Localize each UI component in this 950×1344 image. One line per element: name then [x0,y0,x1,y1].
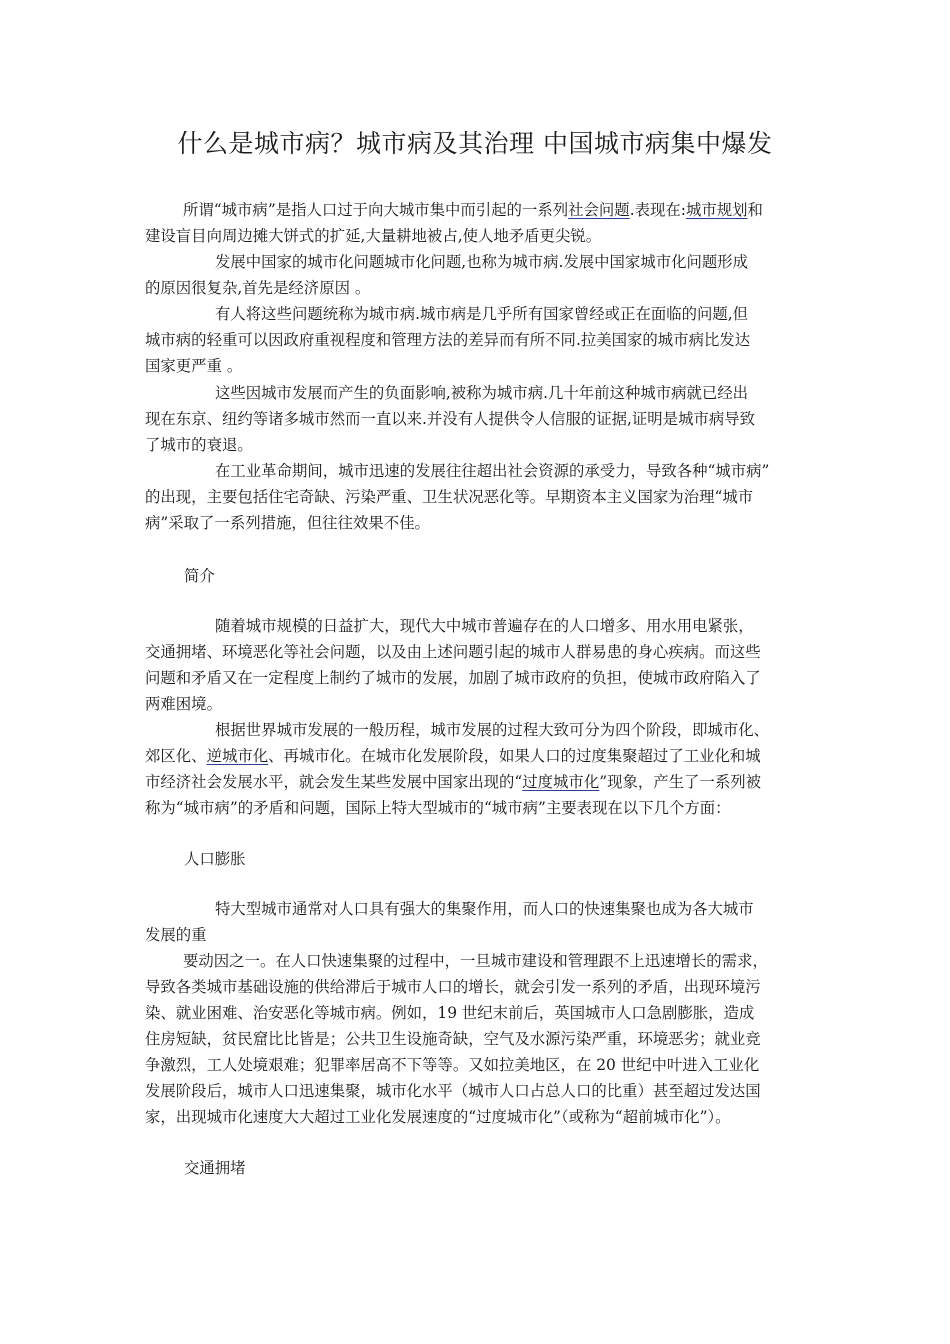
text-line: 两难困境。 [145,695,222,713]
text-line [145,769,811,795]
text-line: 根据世界城市发展的一般历程，城市发展的过程大致可分为四个阶段，即城市化、 [215,721,770,739]
text-line: 发展的重 [145,926,207,944]
text-line: 问题和矛盾又在一定程度上制约了城市的发展，加剧了城市政府的负担，使城市政府陷入了 [145,669,761,687]
text-line: 染、就业困难、治安恶化等城市病。例如，19 世纪末前后，英国城市人口急剧膨胀，造成 [145,1004,755,1022]
text-span: 市经济社会发展水平，就会发生某些发展中国家出现的“ [145,773,523,791]
text-span: 、再城市化。在城市化发展阶段，如果人口的过度集聚超过了工业化和城 [268,747,761,765]
text-line: 特大型城市通常对人口具有强大的集聚作用，而人口的快速集聚也成为各大城市 [215,900,754,918]
text-line: 在工业革命期间，城市迅速的发展往往超出社会资源的承受力，导致各种“城市病” [215,462,770,480]
text-line: 这些因城市发展而产生的负面影响,被称为城市病.几十年前这种城市病就已经出 [215,384,749,402]
paragraph-definition [145,197,811,249]
text-line: 家，出现城市化速度大大超过工业化发展速度的“过度城市化”（或称为“超前城市化”）。 [145,1108,731,1126]
text-line: 住房短缺，贫民窟比比皆是；公共卫生设施奇缺，空气及水源污染严重，环境恶劣；就业竞 [145,1030,761,1048]
section-heading-intro: 简介 [184,567,215,585]
text-line: 随着城市规模的日益扩大，现代大中城市普遍存在的人口增多、用水用电紧张， [215,617,754,635]
text-line: 建设盲目向周边摊大饼式的扩延,大量耕地被占,使人地矛盾更尖锐。 [145,227,602,245]
link-urban-planning[interactable]: 城市规划 [685,201,748,219]
paragraph-intro [145,613,811,717]
text-line: 发展中国家的城市化问题城市化问题,也称为城市病.发展中国家城市化问题形成 [215,253,749,271]
text-line [145,197,811,223]
text-line: 的出现，主要包括住宅奇缺、污染严重、卫生状况恶化等。早期资本主义国家为治理“城市 [145,488,754,506]
text-span: 和 [747,201,763,219]
text-line: 国家更严重 。 [145,357,243,375]
text-line: 病”采取了一系列措施，但往往效果不佳。 [145,514,430,532]
link-social-problems[interactable]: 社会问题 [568,201,630,219]
paragraph-negative-effects [145,380,811,458]
text-line: 交通拥堵、环境恶化等社会问题，以及由上述问题引起的城市人群易患的身心疾病。而这些 [145,643,761,661]
text-line: 发展阶段后，城市人口迅速集聚，城市化水平（城市人口占总人口的比重）甚至超过发达国 [145,1082,761,1100]
text-line: 现在东京、纽约等诸多城市然而一直以来.并没有人提供令人信服的证据,证明是城市病导致 [145,410,756,428]
text-span: 所谓“城市病”是指人口过于向大城市集中而引起的一系列 [183,201,569,219]
paragraph-developing-countries [145,249,811,301]
link-counter-urbanization[interactable]: 逆城市化 [206,747,269,765]
text-line: 争激烈，工人处境艰难；犯罪率居高不下等等。又如拉美地区，在 20 世纪中叶进入工业化 [145,1056,760,1074]
section-heading-traffic: 交通拥堵 [184,1159,246,1177]
paragraph-common-problem [145,301,811,379]
text-line: 城市病的轻重可以因政府重视程度和管理方法的差异而有所不同.拉美国家的城市病比发达 [145,331,751,349]
text-line: 称为“城市病”的矛盾和问题，国际上特大型城市的“城市病”主要表现在以下几个方面： [145,799,731,817]
paragraph-industrial-revolution [145,458,811,536]
text-span: 郊区化、 [145,747,207,765]
text-line: 的原因很复杂,首先是经济原因 。 [145,279,371,297]
paragraph-population-b [145,948,811,1130]
text-span: ”现象，产生了一系列被 [599,773,761,791]
paragraph-stages [145,717,811,821]
text-span: .表现在: [629,201,686,219]
document-title: 什么是城市病？城市病及其治理 中国城市病集中爆发 [177,129,773,158]
text-line: 导致各类城市基础设施的供给滞后于城市人口的增长，就会引发一系列的矛盾，出现环境污 [145,978,761,996]
text-line: 有人将这些问题统称为城市病.城市病是几乎所有国家曾经或正在面临的问题,但 [215,305,749,323]
text-line [145,743,811,769]
section-heading-population: 人口膨胀 [184,850,246,868]
text-line: 了城市的衰退。 [145,436,253,454]
paragraph-population-a [145,896,811,948]
text-line: 要动因之一。在人口快速集聚的过程中，一旦城市建设和管理跟不上迅速增长的需求， [183,952,768,970]
link-over-urbanization[interactable]: 过度城市化 [522,773,600,791]
